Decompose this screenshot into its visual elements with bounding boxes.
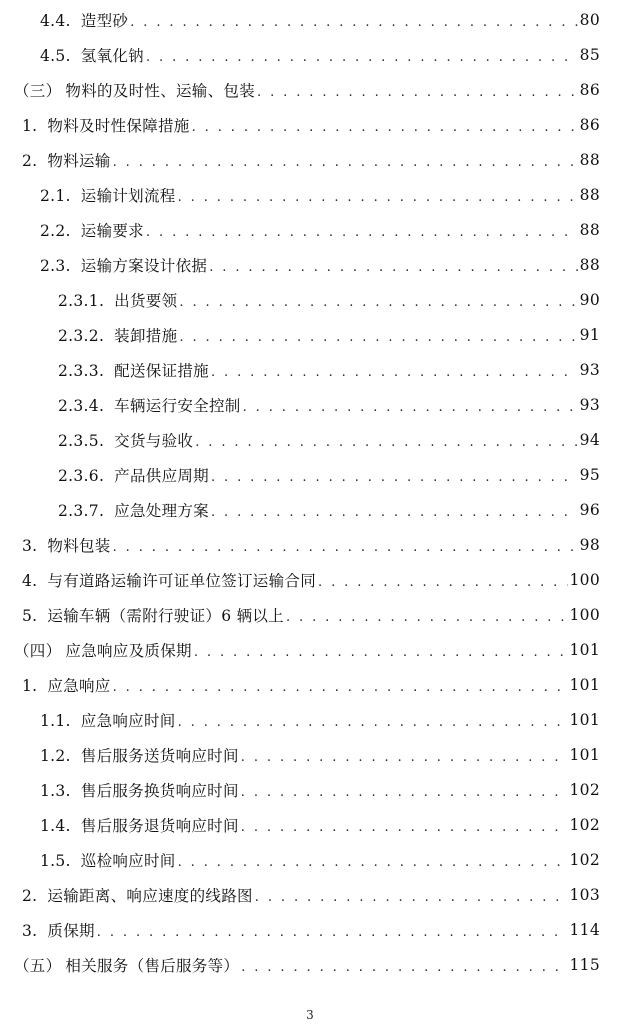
toc-entry-page: 103 [569,885,600,904]
toc-entry-page: 88 [579,220,600,239]
toc-entry-number: 2.3.6. [58,466,105,485]
toc-entry-number: 2.3.4. [58,396,105,415]
toc-entry-page: 115 [569,955,600,974]
toc-entry-page: 85 [579,45,600,64]
toc-entry-text: 装卸措施 [114,326,178,345]
toc-entry-page: 90 [579,290,600,309]
toc-entry[interactable] [0,247,620,282]
toc-entry-page: 86 [579,80,600,99]
toc-entry[interactable] [0,772,620,807]
toc-entry-text: 运输方案设计依据 [80,256,208,275]
toc-entry[interactable] [0,317,620,352]
toc-entry-title [22,149,111,171]
toc-entry-text: 相关服务（售后服务等） [65,956,240,975]
toc-entry-number: 1.1. [40,711,71,730]
toc-entry-title [40,254,207,276]
toc-entry-title [40,184,176,206]
toc-entry-text: 应急处理方案 [114,501,209,520]
toc-entry-title [40,709,176,731]
toc-entry-text: 出货要领 [114,291,178,310]
toc-entry-page: 100 [569,605,600,624]
toc-entry-number: 2.2. [40,221,71,240]
toc-entry-page: 101 [569,745,600,764]
toc-entry-text: 物料及时性保障措施 [47,116,190,135]
toc-entry[interactable] [0,37,620,72]
dot-leader [243,400,578,415]
toc-entry-page: 102 [569,815,600,834]
dot-leader [146,225,578,240]
toc-entry-text: 运输计划流程 [80,186,176,205]
toc-entry-title [22,604,284,626]
toc-entry-text: 巡检响应时间 [80,851,176,870]
toc-entry-text: 售后服务送货响应时间 [80,746,239,765]
toc-entry-page: 91 [579,325,600,344]
toc-entry-text: 应急响应 [47,676,111,695]
toc-entry-page: 96 [579,500,600,519]
toc-entry[interactable] [0,457,620,492]
dot-leader [241,785,568,800]
toc-entry[interactable] [0,212,620,247]
toc-entry[interactable] [0,597,620,632]
toc-entry-number: 2.3.3. [58,361,105,380]
toc-entry-title [22,919,95,941]
toc-entry-number: 1.5. [40,851,71,870]
toc-entry-title [22,569,316,591]
toc-entry-text: 产品供应周期 [114,466,209,485]
toc-entry-number: 2.1. [40,186,71,205]
dot-leader [318,575,568,590]
toc-entry-number: 3. [22,536,38,555]
toc-entry-number: 5. [22,606,38,625]
toc-entry-number: 1.2. [40,746,71,765]
toc-entry-page: 98 [579,535,600,554]
toc-entry-title [40,44,144,66]
toc-entry-page: 88 [579,185,600,204]
toc-entry-page: 102 [569,850,600,869]
toc-entry-text: 交货与验收 [114,431,194,450]
toc-entry-number: 4. [22,571,38,590]
dot-leader [257,85,578,100]
toc-entry-page: 93 [579,395,600,414]
toc-entry-number: 2.3. [40,256,71,275]
toc-entry-page: 95 [579,465,600,484]
toc-entry-page: 94 [579,430,600,449]
toc-entry-page: 102 [569,780,600,799]
toc-entry-text: 运输距离、响应速度的线路图 [47,886,253,905]
toc-entry[interactable] [0,737,620,772]
toc-entry-text: 氢氧化钠 [80,46,144,65]
toc-entry-number: 2. [22,151,38,170]
dot-leader [211,365,578,380]
toc-entry[interactable] [0,562,620,597]
dot-leader [113,680,568,695]
toc-entry-title [58,359,209,381]
toc-entry-page: 114 [569,920,600,939]
toc-entry[interactable] [0,72,620,107]
toc-entry-text: 运输要求 [80,221,144,240]
toc-entry-page: 100 [569,570,600,589]
toc-entry-text: 售后服务换货响应时间 [80,781,239,800]
toc-entry-title [40,779,239,801]
dot-leader [178,715,568,730]
dot-leader [286,610,568,625]
toc-entry-page: 88 [579,150,600,169]
dot-leader [179,295,577,310]
toc-entry-title [40,849,176,871]
toc-entry[interactable] [0,352,620,387]
toc-entry[interactable] [0,387,620,422]
toc-entry-text: 运输车辆（需附行驶证）6 辆以上 [47,606,284,625]
dot-leader [113,540,578,555]
dot-leader [146,50,578,65]
toc-entry[interactable] [0,842,620,877]
toc-entry[interactable] [0,107,620,142]
toc-entry-text: 售后服务退货响应时间 [80,816,239,835]
toc-entry-title [58,289,177,311]
toc-entry[interactable] [0,527,620,562]
dot-leader [209,260,577,275]
toc-entry-text: 应急响应时间 [80,711,176,730]
toc-entry-number: 1. [22,676,38,695]
toc-entry-page: 86 [579,115,600,134]
toc-entry-number: 1.3. [40,781,71,800]
toc-entry-title [58,499,209,521]
toc-entry-number: 2. [22,886,38,905]
dot-leader [178,855,568,870]
toc-entry-number: 3. [22,921,38,940]
toc-entry-title [58,394,241,416]
toc-entry[interactable] [0,877,620,912]
toc-entry[interactable] [0,702,620,737]
toc-entry[interactable] [0,142,620,177]
toc-entry-number: 4.4. [40,11,71,30]
toc-entry-page: 101 [569,675,600,694]
dot-leader [211,505,578,520]
toc-entry[interactable] [0,807,620,842]
toc-entry-title [58,464,209,486]
toc-entry-number: 2.3.5. [58,431,105,450]
toc-entry[interactable] [0,282,620,317]
dot-leader [241,820,568,835]
toc-entry-number: 1. [22,116,38,135]
toc-entry-number: 1.4. [40,816,71,835]
toc-entry-title [58,429,193,451]
toc-entry-title [22,674,111,696]
toc-entry-title [14,954,239,976]
toc-entry[interactable] [0,947,620,982]
toc-entry-text: 与有道路运输许可证单位签订运输合同 [47,571,316,590]
toc-entry-text: 应急响应及质保期 [65,641,192,660]
dot-leader [179,330,577,345]
toc-entry-title [22,884,253,906]
table-of-contents [0,2,620,982]
toc-entry-page: 101 [569,710,600,729]
toc-entry-number: 2.3.7. [58,501,105,520]
toc-entry-page: 88 [579,255,600,274]
toc-entry[interactable] [0,2,620,37]
toc-entry-number: 4.5. [40,46,71,65]
toc-entry-title [58,324,177,346]
toc-entry-text: 配送保证措施 [114,361,209,380]
dot-leader [192,120,578,135]
dot-leader [194,645,568,660]
toc-entry[interactable] [0,422,620,457]
dot-leader [178,190,578,205]
dot-leader [241,750,568,765]
toc-entry-page: 101 [569,640,600,659]
toc-entry-number: （四） [14,641,62,660]
toc-entry-text: 物料包装 [47,536,111,555]
toc-entry-title [40,744,239,766]
toc-entry[interactable] [0,667,620,702]
toc-entry-title [40,9,128,31]
page-number: 3 [306,1008,314,1022]
toc-entry[interactable] [0,632,620,667]
toc-entry-text: 质保期 [47,921,95,940]
toc-entry[interactable] [0,492,620,527]
toc-entry[interactable] [0,177,620,212]
toc-entry-text: 车辆运行安全控制 [114,396,241,415]
toc-entry-title [14,79,255,101]
toc-entry-title [14,639,192,661]
toc-entry-number: （五） [14,956,62,975]
dot-leader [195,435,577,450]
dot-leader [97,925,568,940]
dot-leader [113,155,578,170]
toc-entry-text: 造型砂 [80,11,129,30]
toc-entry-page: 80 [579,10,600,29]
dot-leader [241,960,567,975]
toc-entry-number: 2.3.2. [58,326,105,345]
toc-entry-title [22,534,111,556]
toc-entry-page: 93 [579,360,600,379]
toc-entry-title [40,814,239,836]
dot-leader [130,15,577,30]
dot-leader [211,470,578,485]
toc-entry-text: 物料的及时性、运输、包装 [65,81,256,100]
dot-leader [255,890,568,905]
toc-entry-number: （三） [14,81,62,100]
toc-entry-title [40,219,144,241]
toc-entry-number: 2.3.1. [58,291,105,310]
toc-entry[interactable] [0,912,620,947]
toc-entry-title [22,114,190,136]
toc-entry-text: 物料运输 [47,151,111,170]
